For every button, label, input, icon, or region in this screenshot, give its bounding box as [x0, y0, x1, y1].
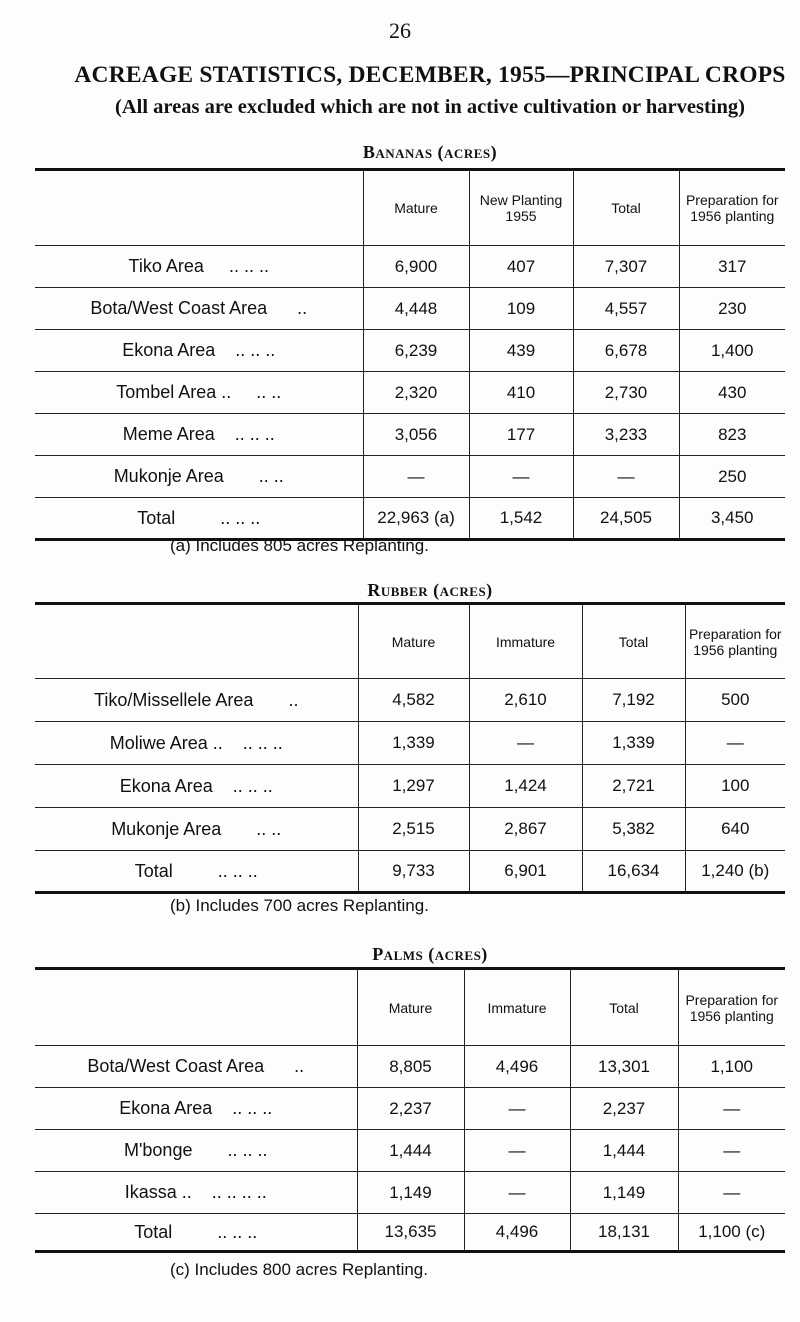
- cell: —: [464, 1172, 570, 1214]
- row-label: Ikassa .. .. .. .. ..: [35, 1172, 357, 1214]
- cell: —: [469, 722, 582, 765]
- header-area: [35, 604, 358, 679]
- cell: 410: [469, 372, 573, 414]
- cell: 22,963 (a): [363, 498, 469, 540]
- page-subtitle: (All areas are excluded which are not in active cultivation or harvesting): [115, 96, 745, 118]
- cell: 2,237: [570, 1088, 678, 1130]
- row-label: Mukonje Area .. ..: [35, 456, 363, 498]
- cell: 2,515: [358, 808, 469, 851]
- table-row: [35, 765, 785, 808]
- table-row: [35, 1046, 785, 1088]
- cell: 7,307: [573, 246, 679, 288]
- cell: 823: [679, 414, 785, 456]
- total-label: Total .. .. ..: [35, 1214, 357, 1252]
- cell: 2,721: [582, 765, 685, 808]
- cell: 2,867: [469, 808, 582, 851]
- total-label: Total .. .. ..: [35, 498, 363, 540]
- rubber-table: [35, 602, 785, 894]
- cell: 2,730: [573, 372, 679, 414]
- table-row: [35, 330, 785, 372]
- row-label: Tombel Area .. .. ..: [35, 372, 363, 414]
- header-area: [35, 170, 363, 246]
- column-header: Total: [582, 604, 685, 679]
- row-label: Tiko Area .. .. ..: [128, 256, 269, 276]
- row-label: Bota/West Coast Area ..: [35, 288, 363, 330]
- cell: —: [573, 456, 679, 498]
- cell: 500: [685, 679, 785, 722]
- row-label: Moliwe Area .. .. .. ..: [35, 722, 358, 765]
- cell: —: [464, 1088, 570, 1130]
- cell: —: [678, 1088, 785, 1130]
- row-label: Meme Area .. .. ..: [35, 414, 363, 456]
- column-header: Total: [573, 170, 679, 246]
- table-row: [35, 1130, 785, 1172]
- palms-heading: Palms (acres): [372, 944, 488, 964]
- row-label: Ekona Area .. .. ..: [35, 330, 363, 372]
- cell: 1,444: [570, 1130, 678, 1172]
- row-label: Ekona Area .. .. ..: [35, 765, 358, 808]
- cell: —: [363, 456, 469, 498]
- column-header: Preparation for 1956 planting: [678, 969, 785, 1046]
- table-row: [35, 456, 785, 498]
- cell: —: [464, 1130, 570, 1172]
- cell: 430: [679, 372, 785, 414]
- cell: 250: [679, 456, 785, 498]
- cell: 3,450: [679, 498, 785, 540]
- cell: 317: [679, 246, 785, 288]
- cell: 6,239: [363, 330, 469, 372]
- total-row: [35, 1214, 785, 1252]
- cell: 1,400: [679, 330, 785, 372]
- page-number: 26: [389, 18, 411, 43]
- cell: 4,557: [573, 288, 679, 330]
- cell: 439: [469, 330, 573, 372]
- cell: —: [469, 456, 573, 498]
- cell: 18,131: [570, 1214, 678, 1252]
- table-row: [35, 679, 785, 722]
- cell: 109: [469, 288, 573, 330]
- cell: 1,149: [570, 1172, 678, 1214]
- table-row: [35, 414, 785, 456]
- row-label: M'bonge .. .. ..: [35, 1130, 357, 1172]
- table-row: [35, 372, 785, 414]
- column-header: Total: [570, 969, 678, 1046]
- cell: —: [678, 1130, 785, 1172]
- cell: 1,424: [469, 765, 582, 808]
- total-row: [35, 498, 785, 540]
- cell: 1,339: [582, 722, 685, 765]
- row-label: Mukonje Area .. ..: [35, 808, 358, 851]
- palms-table: [35, 967, 785, 1253]
- cell: 9,733: [358, 851, 469, 893]
- total-label: Total .. .. ..: [35, 851, 358, 893]
- cell: 1,100 (c): [678, 1214, 785, 1252]
- rubber-footnote: (b) Includes 700 acres Replanting.: [170, 896, 429, 915]
- cell: 407: [469, 246, 573, 288]
- column-header: New Planting 1955: [469, 170, 573, 246]
- cell: 6,678: [573, 330, 679, 372]
- column-header: Preparation for 1956 planting: [685, 604, 785, 679]
- column-header: Mature: [363, 170, 469, 246]
- cell: 1,240 (b): [685, 851, 785, 893]
- cell: 1,297: [358, 765, 469, 808]
- cell: 16,634: [582, 851, 685, 893]
- cell: 6,900: [363, 246, 469, 288]
- table-row: [35, 288, 785, 330]
- column-header: Mature: [357, 969, 464, 1046]
- cell: 6,901: [469, 851, 582, 893]
- table-row: [35, 246, 785, 288]
- column-header: Immature: [464, 969, 570, 1046]
- table-row: [35, 1172, 785, 1214]
- row-label: Ekona Area .. .. ..: [35, 1088, 357, 1130]
- cell: 1,542: [469, 498, 573, 540]
- cell: 4,496: [464, 1046, 570, 1088]
- cell: 8,805: [357, 1046, 464, 1088]
- page-title: ACREAGE STATISTICS, DECEMBER, 1955—PRINCIPAL CROPS: [74, 62, 786, 88]
- cell: 1,339: [358, 722, 469, 765]
- cell: 640: [685, 808, 785, 851]
- cell: 2,237: [357, 1088, 464, 1130]
- cell: 1,100: [678, 1046, 785, 1088]
- cell: 4,582: [358, 679, 469, 722]
- cell: 100: [685, 765, 785, 808]
- cell: 177: [469, 414, 573, 456]
- cell: 230: [679, 288, 785, 330]
- column-header: Preparation for 1956 planting: [679, 170, 785, 246]
- table-row: [35, 1088, 785, 1130]
- cell: —: [685, 722, 785, 765]
- cell: 2,610: [469, 679, 582, 722]
- cell: 13,635: [357, 1214, 464, 1252]
- cell: 7,192: [582, 679, 685, 722]
- bananas-table: [35, 168, 785, 541]
- cell: 1,149: [357, 1172, 464, 1214]
- total-row: [35, 851, 785, 893]
- table-row: [35, 808, 785, 851]
- cell: 4,496: [464, 1214, 570, 1252]
- cell: 2,320: [363, 372, 469, 414]
- cell: 1,444: [357, 1130, 464, 1172]
- cell: 4,448: [363, 288, 469, 330]
- table-row: [35, 722, 785, 765]
- bananas-heading: Bananas (acres): [362, 142, 498, 162]
- rubber-heading: Rubber (acres): [367, 580, 493, 600]
- palms-footnote: (c) Includes 800 acres Replanting.: [170, 1260, 428, 1279]
- cell: 5,382: [582, 808, 685, 851]
- header-area: [35, 969, 357, 1046]
- bananas-footnote: (a) Includes 805 acres Replanting.: [170, 536, 429, 555]
- cell: 24,505: [573, 498, 679, 540]
- cell: —: [678, 1172, 785, 1214]
- cell: 3,056: [363, 414, 469, 456]
- column-header: Immature: [469, 604, 582, 679]
- column-header: Mature: [358, 604, 469, 679]
- row-label: Tiko/Missellele Area ..: [94, 689, 299, 710]
- cell: 13,301: [570, 1046, 678, 1088]
- cell: 3,233: [573, 414, 679, 456]
- row-label: Bota/West Coast Area ..: [87, 1056, 305, 1076]
